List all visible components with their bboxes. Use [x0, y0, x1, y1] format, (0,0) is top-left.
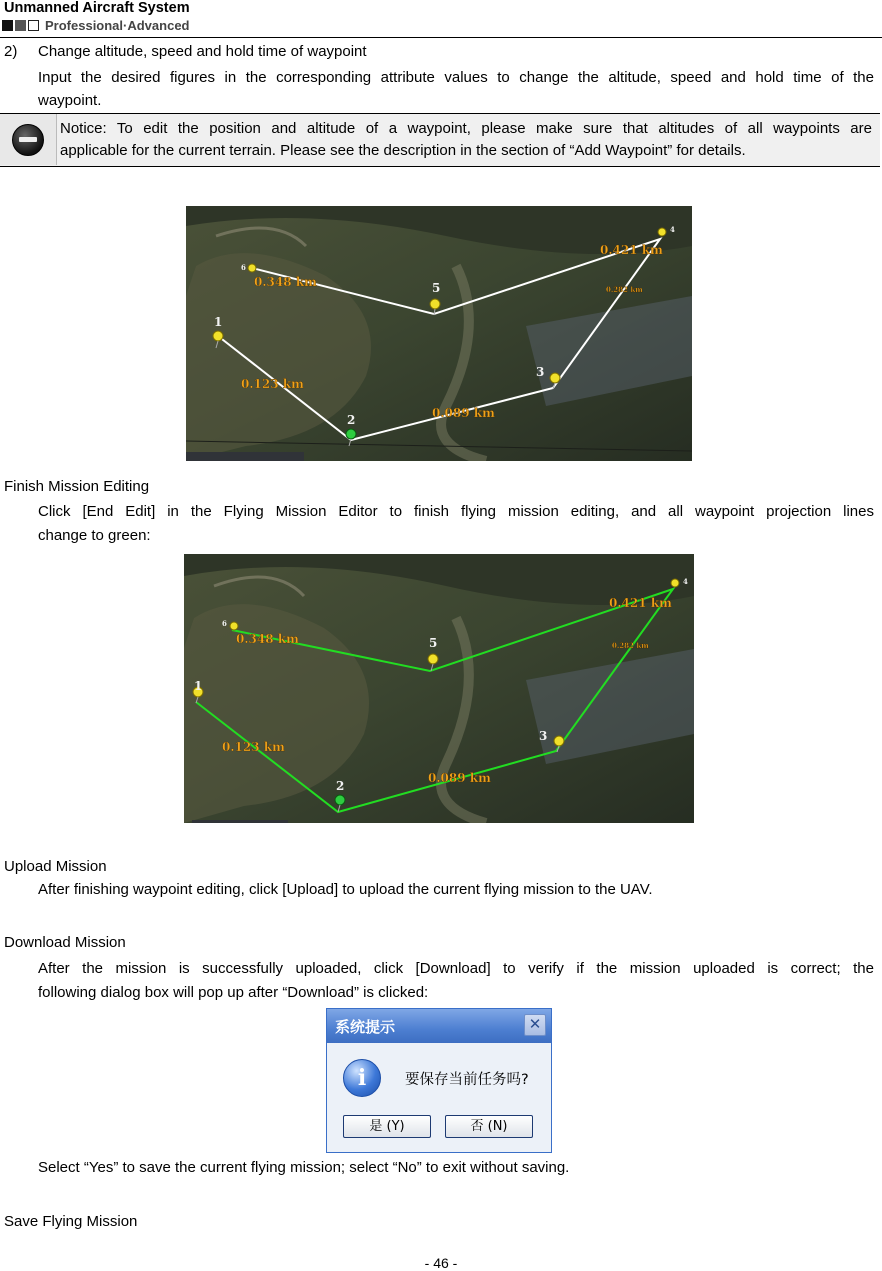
distance-label: 0.348 km	[254, 275, 317, 289]
dialog-titlebar	[327, 1009, 551, 1043]
waypoint-label-4: 4	[683, 577, 688, 586]
distance-label: 0.421 km	[600, 243, 663, 257]
waypoint-label-2: 2	[336, 779, 345, 793]
section-heading-finish: Finish Mission Editing	[4, 478, 150, 495]
map-screenshot-editing	[186, 206, 692, 461]
waypoint-pin-6	[248, 264, 256, 272]
waypoint-label-6: 6	[241, 263, 246, 272]
map-toolbar	[192, 820, 288, 823]
section-body-line: Input the desired figures in the corresponding attribute values to change the altitude, speed and hold time of the	[38, 69, 874, 86]
section-heading-download: Download Mission	[4, 934, 126, 951]
no-button[interactable]: 否 (N)	[445, 1115, 533, 1138]
distance-label: 0.348 km	[236, 632, 299, 646]
notice-line: applicable for the current terrain. Please see the description in the section of “Add Waypoint” for details.	[60, 142, 746, 159]
map-screenshot-finished	[184, 554, 694, 823]
distance-label: 0.282 km	[612, 641, 649, 650]
square-icon-empty	[28, 20, 39, 31]
close-icon[interactable]: ✕	[524, 1014, 546, 1036]
waypoint-label-3: 3	[539, 729, 548, 743]
notice-icon-cell	[0, 114, 57, 165]
distance-label: 0.421 km	[609, 596, 672, 610]
notice-box	[0, 113, 880, 167]
waypoint-pin-4	[658, 228, 666, 236]
section-body-line: After finishing waypoint editing, click [Upload] to upload the current flying mission to the UAV.	[38, 881, 653, 898]
section-number: 2)	[4, 43, 18, 60]
waypoint-label-1: 1	[214, 315, 223, 329]
waypoint-label-2: 2	[347, 413, 356, 427]
section-heading-upload: Upload Mission	[4, 858, 107, 875]
document-header-title: Unmanned Aircraft System	[4, 0, 190, 16]
section-body-line: Click [End Edit] in the Flying Mission Editor to finish flying mission editing, and all waypoint projection lines	[38, 503, 874, 520]
notice-text	[60, 118, 872, 162]
section-body-line: waypoint.	[38, 92, 102, 109]
dialog-message: 要保存当前任务吗?	[405, 1072, 529, 1088]
waypoint-label-5: 5	[429, 636, 438, 650]
yes-button[interactable]: 是 (Y)	[343, 1115, 431, 1138]
header-subtitle-text: Professional·Advanced	[45, 18, 190, 33]
section-body-line: change to green:	[38, 527, 151, 544]
notice-line: Notice: To edit the position and altitude of a waypoint, please make sure that altitudes of all waypoints are	[60, 120, 872, 137]
section-body-line: After the mission is successfully uploaded, click [Download] to verify if the mission uploaded is correct; the	[38, 960, 874, 977]
waypoint-label-6: 6	[222, 619, 227, 628]
page-number: - 46 -	[424, 1255, 458, 1271]
square-icon-mid	[15, 20, 26, 31]
select-note: Select “Yes” to save the current flying mission; select “No” to exit without saving.	[38, 1159, 570, 1176]
distance-label: 0.123 km	[241, 377, 304, 391]
distance-label: 0.282 km	[606, 285, 643, 294]
section-body-line: following dialog box will pop up after “Download” is clicked:	[38, 984, 429, 1001]
save-mission-dialog	[326, 1008, 552, 1153]
map-toolbar	[186, 452, 304, 461]
info-icon: i	[343, 1059, 381, 1097]
waypoint-label-4: 4	[670, 225, 675, 234]
waypoint-pin-6	[230, 622, 238, 630]
distance-label: 0.089 km	[432, 406, 495, 420]
waypoint-label-1: 1	[194, 679, 203, 693]
waypoint-label-3: 3	[536, 365, 545, 379]
distance-label: 0.123 km	[222, 740, 285, 754]
map-svg	[186, 206, 692, 461]
document-header-subtitle	[2, 18, 190, 33]
square-icon-dark	[2, 20, 13, 31]
dialog-title: 系统提示	[335, 1018, 396, 1036]
distance-label: 0.089 km	[428, 771, 491, 785]
header-divider	[0, 37, 882, 38]
section-heading-save: Save Flying Mission	[4, 1213, 138, 1230]
section-heading-change: Change altitude, speed and hold time of waypoint	[38, 43, 367, 60]
waypoint-pin-4	[671, 579, 679, 587]
waypoint-label-5: 5	[432, 281, 441, 295]
map-svg	[184, 554, 694, 823]
notice-icon	[12, 124, 44, 156]
